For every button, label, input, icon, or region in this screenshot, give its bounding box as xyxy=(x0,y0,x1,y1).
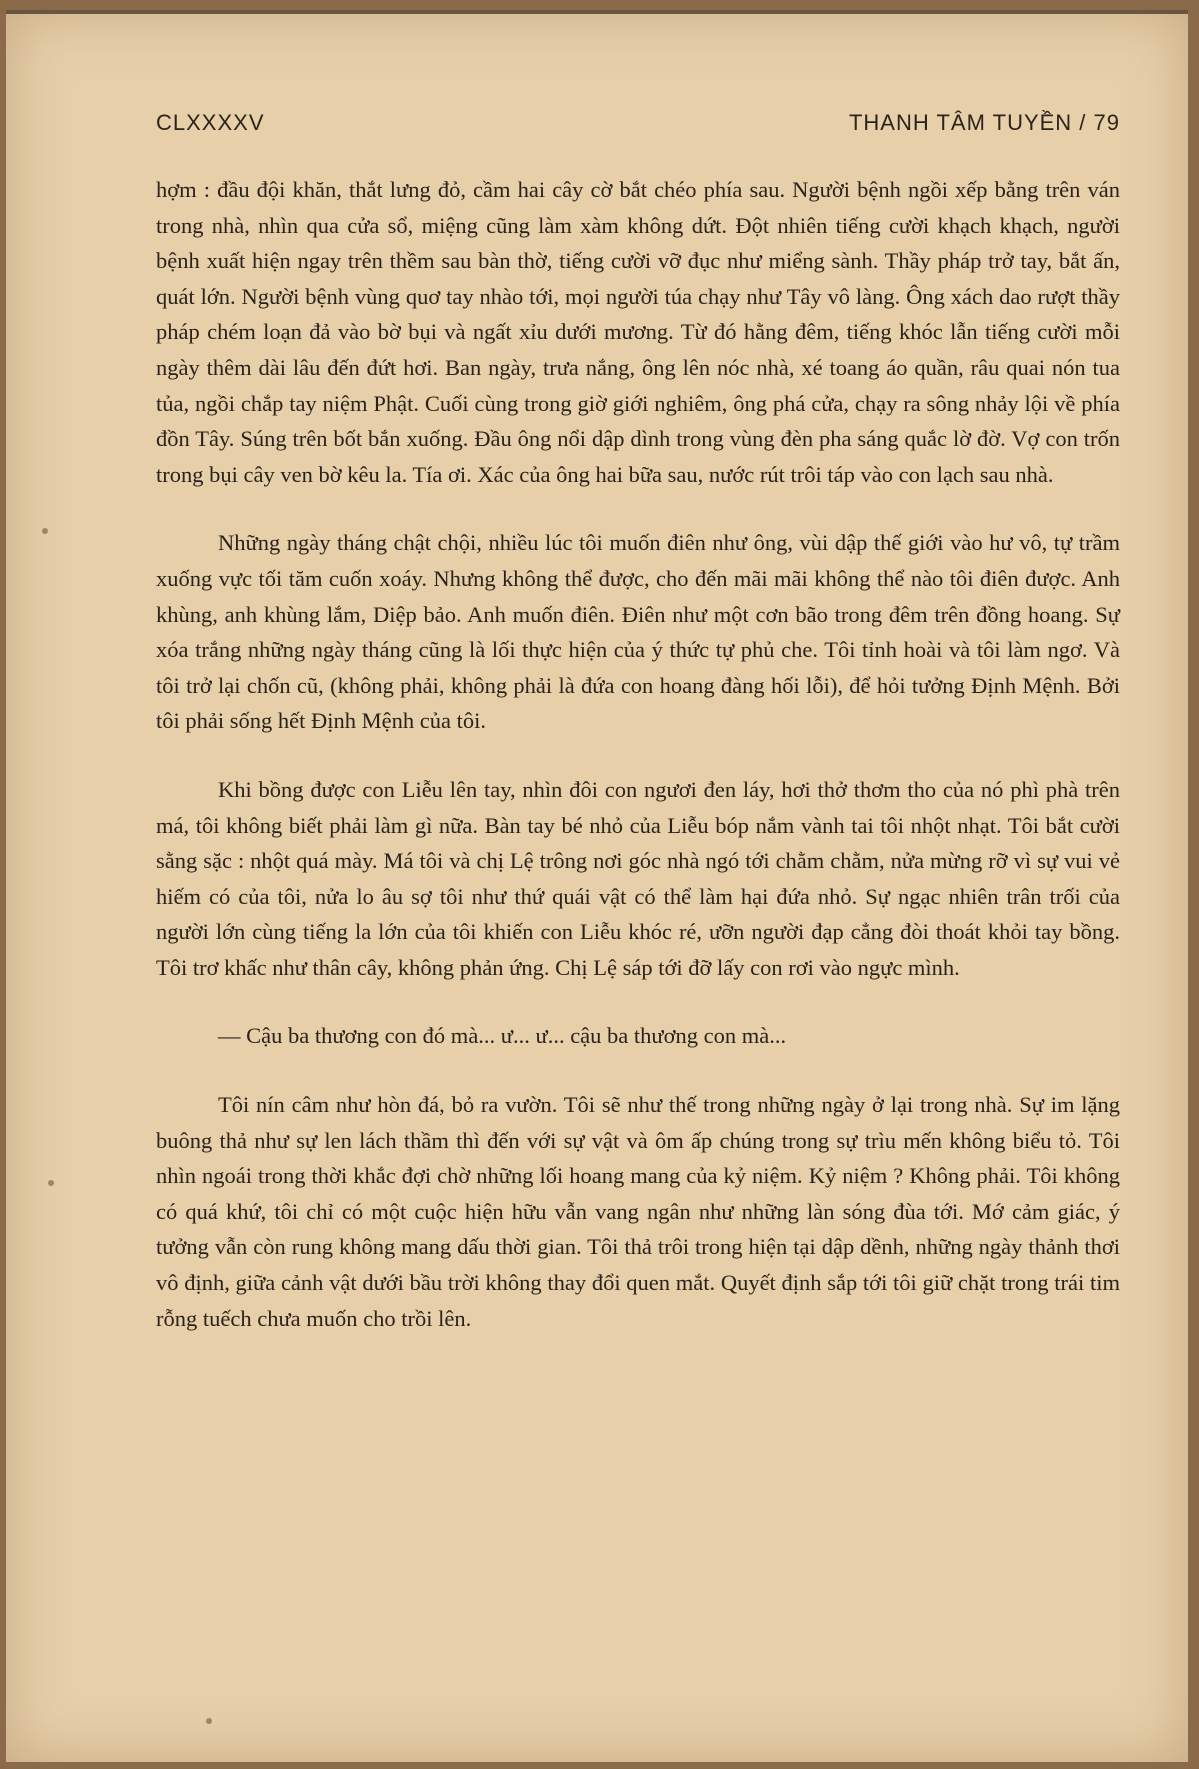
paragraph: Những ngày tháng chật chội, nhiều lúc tôi muốn điên như ông, vùi dập thế giới vào hư vô, tự trầm xuống vực tối tăm cuốn xoáy. Nhưng không thể được, cho đến mãi mãi không thể nào tôi điên được. Anh khùng, anh khùng lắm, Diệp bảo. Anh muốn điên. Điên như một cơn bão trong đêm trên đồng hoang. Sự xóa trắng những ngày tháng cũng là lối thực hiện của ý thức tự phủ che. Tôi tỉnh hoài và tôi làm ngơ. Và tôi trở lại chốn cũ, (không phải, không phải là đứa con hoang đàng hối lỗi), để hỏi tưởng Định Mệnh. Bởi tôi phải sống hết Định Mệnh của tôi. xyxy=(156,530,1120,734)
paragraph: Tôi nín câm như hòn đá, bỏ ra vườn. Tôi sẽ như thế trong những ngày ở lại trong nhà. Sự im lặng buông thả như sự len lách thầm thì đến với sự vật và ôm ấp chúng trong sự trìu mến không biểu tỏ. Tôi nhìn ngoái trong thời khắc đợi chờ những lối hoang mang của kỷ niệm. Kỷ niệm ? Không phải. Tôi không có quá khứ, tôi chỉ có một cuộc hiện hữu vẫn vang ngân như những làn sóng đùa tới. Mớ cảm giác, ý tưởng vẫn còn rung không mang dấu thời gian. Tôi thả trôi trong hiện tại dập dềnh, những ngày thảnh thơi vô định, giữa cảnh vật dưới bầu trời không thay đổi quen mắt. Quyết định sắp tới tôi giữ chặt trong trái tim rỗng tuếch chưa muốn cho trồi lên. xyxy=(156,1092,1120,1331)
paper-speck xyxy=(48,1180,54,1186)
dialogue-line: — Cậu ba thương con đó mà... ư... ư... cậu ba thương con mà... xyxy=(218,1023,787,1049)
body-text xyxy=(156,172,1120,1336)
book-page xyxy=(6,10,1188,1762)
page-edge-line xyxy=(6,10,1188,14)
paragraph: hợm : đầu đội khăn, thắt lưng đỏ, cầm hai cây cờ bắt chéo phía sau. Người bệnh ngồi xếp bằng trên ván trong nhà, nhìn qua cửa sổ, miệng cũng làm xàm không dứt. Đột nhiên tiếng cười khạch khạch, người bệnh xuất hiện ngay trên thềm sau bàn thờ, tiếng cười vỡ đục như miểng sành. Thầy pháp trở tay, bắt ấn, quát lớn. Người bệnh vùng quơ tay nhào tới, mọi người túa chạy như Tây vô làng. Ông xách dao rượt thầy pháp chém loạn đả vào bờ bụi và ngất xỉu dưới mương. Từ đó hằng đêm, tiếng khóc lẫn tiếng cười mỗi ngày thêm dài lâu đến đứt hơi. Ban ngày, trưa nắng, ông lên nóc nhà, xé toang áo quần, râu quai nón tua tủa, ngồi chắp tay niệm Phật. Cuối cùng trong giờ giới nghiêm, ông phá cửa, chạy ra sông nhảy lội về phía đồn Tây. Súng trên bốt bắn xuống. Đầu ông nổi dập dình trong vùng đèn pha sáng quắc lờ đờ. Vợ con trốn trong bụi cây ven bờ kêu la. Tía ơi. Xác của ông hai bữa sau, nước rút trôi táp vào con lạch sau nhà. xyxy=(156,177,1120,487)
running-title: THANH TÂM TUYỀN / 79 xyxy=(848,110,1120,135)
page-header xyxy=(156,110,1120,136)
paragraph: Khi bồng được con Liễu lên tay, nhìn đôi con ngươi đen láy, hơi thở thơm tho của nó phì phà trên má, tôi không biết phải làm gì nữa. Bàn tay bé nhỏ của Liễu bóp nắm vành tai tôi nhột nhạt. Tôi bắt cười sằng sặc : nhột quá mày. Má tôi và chị Lệ trông nơi góc nhà ngó tới chằm chằm, nửa mừng rỡ vì sự vui vẻ hiếm có của tôi, nửa lo âu sợ tôi như thứ quái vật có thể làm hại đứa nhỏ. Sự ngạc nhiên trân trối của người lớn cùng tiếng la lớn của tôi khiến con Liễu khóc ré, ưỡn người đạp cẳng đòi thoát khỏi tay bồng. Tôi trơ khấc như thân cây, không phản ứng. Chị Lệ sáp tới đỡ lấy con rơi vào ngực mình. xyxy=(156,776,1120,980)
chapter-number: CLXXXXV xyxy=(156,110,265,135)
paper-speck xyxy=(42,528,48,534)
paper-speck xyxy=(206,1718,212,1724)
